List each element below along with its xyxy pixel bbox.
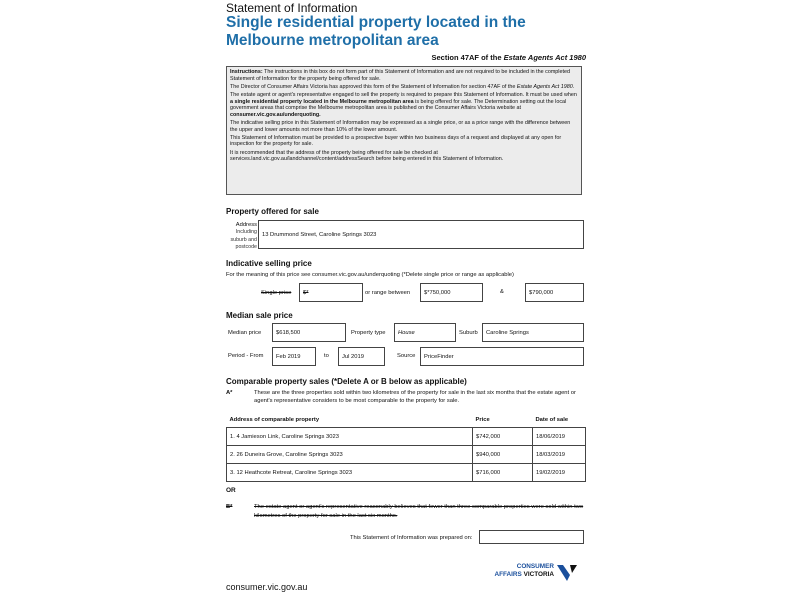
period-to-field[interactable]: Jul 2019 xyxy=(338,347,385,366)
address-field[interactable]: 13 Drummond Street, Caroline Springs 3023 xyxy=(258,220,584,249)
comparable-price-cell[interactable]: $940,000 xyxy=(473,446,533,464)
address-sublabel: Including suburb and postcode xyxy=(230,229,257,250)
comparable-date-cell[interactable]: 19/02/2019 xyxy=(533,464,586,482)
comparable-heading: Comparable property sales (*Delete A or B below as applicable) xyxy=(226,377,467,386)
source-label: Source xyxy=(397,353,416,359)
suburb-label: Suburb xyxy=(459,330,478,336)
table-row xyxy=(227,446,586,464)
table-row xyxy=(227,428,586,446)
option-a-text: These are the three properties sold within two kilometres of the property for sale in the last six months that the estate agent or agent's representative considers to be most comparable to the property for sale. xyxy=(254,390,576,404)
property-type-field[interactable]: House xyxy=(394,323,456,342)
comparable-price-cell[interactable]: $716,000 xyxy=(473,464,533,482)
or-separator: OR xyxy=(226,487,236,494)
option-b-label: B* xyxy=(226,504,233,510)
consumer-affairs-logo-text: CONSUMER AFFAIRS VICTORIA xyxy=(494,563,554,578)
comparable-address-cell[interactable]: 1. 4 Jamieson Link, Caroline Springs 3023 xyxy=(227,428,473,446)
suburb-field[interactable]: Caroline Springs xyxy=(482,323,584,342)
period-to-label: to xyxy=(324,353,329,359)
period-from-label: Period - From xyxy=(228,353,264,359)
range-low-field[interactable]: $*750,000 xyxy=(420,283,483,302)
instructions-box: Instructions: The instructions in this box do not form part of this Statement of Information and are not required to be included in the completed Statement of Information for the property being offered for sale. The Director of Consumer Affairs Victoria has approved this form of the Statement of Information for section 47AF of the Estate Agents Act 1980. The estate agent or agent's representative engaged to sell the property is required to prepare this Statement of Information. It must be used when a single residential property located in the Melbourne metropolitan area is being offered for sale. The Determination setting out the local government areas that comprise the Melbourne metropolitan area is published on the Consumer Affairs Victoria website at consumer.vic.gov.au/underquoting. The indicative selling price in this Statement of Information may be expressed as a single price, or as a price range with the difference between the upper and lower amounts not more than 10% of the lower amount. This Statement of Information must be provided to a prospective buyer within two business days of a request and displayed at any open for inspection for the property for sale. It is recommended that the address of the property being offered for sale be checked at services.land.vic.gov.au/landchannel/content/addressSearch before being entered in this Statement of Information. xyxy=(226,66,582,195)
column-header-price: Price xyxy=(475,417,490,423)
comparable-date-cell[interactable]: 18/06/2019 xyxy=(533,428,586,446)
indicative-note: For the meaning of this price see consumer.vic.gov.au/underquoting (*Delete single price or range as applicable) xyxy=(226,272,514,278)
prepared-on-label: This Statement of Information was prepared on: xyxy=(350,535,473,541)
document-kicker: Statement of Information xyxy=(226,1,358,15)
single-price-label: Single price xyxy=(261,290,292,296)
table-row xyxy=(227,464,586,482)
source-field[interactable]: PriceFinder xyxy=(420,347,584,366)
median-price-label: Median price xyxy=(228,330,262,336)
median-heading: Median sale price xyxy=(226,311,293,320)
median-price-field[interactable]: $618,500 xyxy=(272,323,346,342)
period-from-field[interactable]: Feb 2019 xyxy=(272,347,316,366)
indicative-heading: Indicative selling price xyxy=(226,259,312,268)
range-label: or range between xyxy=(365,290,411,296)
comparable-date-cell[interactable]: 18/03/2019 xyxy=(533,446,586,464)
single-price-field[interactable]: $* xyxy=(299,283,363,302)
option-b-text: The estate agent or agent's representative reasonably believes that fewer than three comparable properties were sold within two kilometres of the property for sale in the last six months. xyxy=(254,504,584,519)
comparable-sales-table xyxy=(226,413,586,482)
range-high-field[interactable]: $790,000 xyxy=(525,283,584,302)
range-ampersand: & xyxy=(500,289,504,295)
document-title: Single residential property located in the Melbourne metropolitan area xyxy=(226,14,526,49)
section-reference: Section 47AF of the Estate Agents Act 1980 xyxy=(431,53,586,62)
property-type-label: Property type xyxy=(351,330,386,336)
column-header-date: Date of sale xyxy=(535,417,569,423)
victoria-triangle-icon xyxy=(555,563,579,583)
prepared-on-field[interactable] xyxy=(479,530,584,544)
comparable-address-cell[interactable]: 3. 12 Heathcote Retreat, Caroline Springs 3023 xyxy=(227,464,473,482)
column-header-address: Address of comparable property xyxy=(229,417,320,423)
comparable-address-cell[interactable]: 2. 26 Duneira Grove, Caroline Springs 3023 xyxy=(227,446,473,464)
address-label: Address xyxy=(235,222,257,228)
comparable-price-cell[interactable]: $742,000 xyxy=(473,428,533,446)
footer-url[interactable]: consumer.vic.gov.au xyxy=(226,582,308,592)
option-a-label: A* xyxy=(226,390,233,396)
property-heading: Property offered for sale xyxy=(226,207,319,216)
